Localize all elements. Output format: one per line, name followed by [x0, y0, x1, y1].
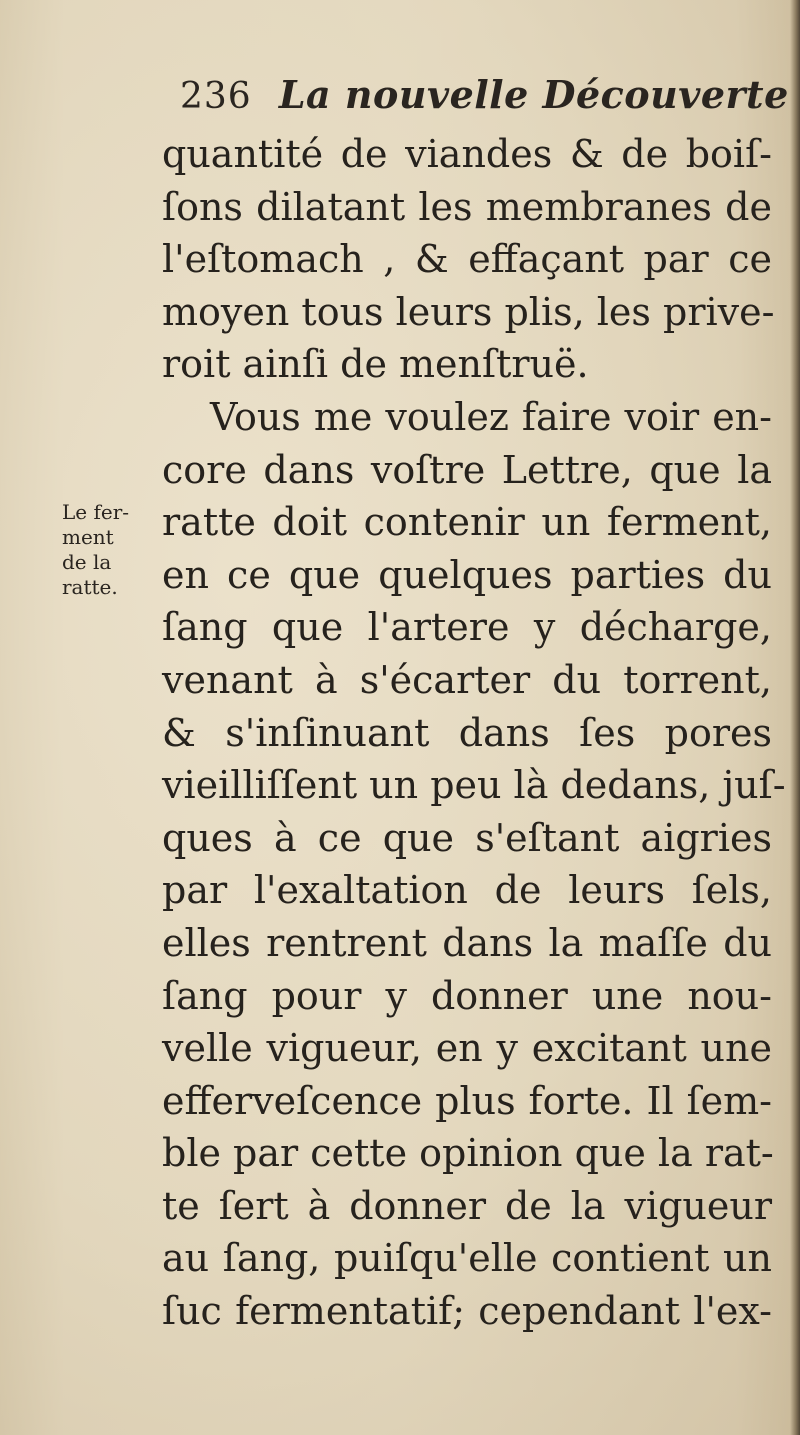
text-line: & s'inſinuant dans ſes pores: [162, 710, 772, 755]
margin-note: [62, 500, 162, 600]
text-line: te ſert à donner de la vigueur: [162, 1183, 772, 1228]
margin-note-line: ment: [62, 525, 114, 549]
text-line: ques à ce que s'eſtant aigries: [162, 815, 772, 860]
text-line: au ſang, puiſqu'elle contient un: [162, 1236, 772, 1281]
text-line: ſang pour y donner une nou-: [162, 973, 772, 1018]
running-head: [180, 72, 789, 132]
text-line: ſang que l'artere y décharge,: [162, 605, 772, 650]
text-line: elles rentrent dans la maſſe du: [162, 920, 772, 965]
running-title: La nouvelle Découverte: [278, 72, 789, 117]
text-line: Vous me voulez faire voir en-: [210, 394, 772, 439]
text-line: ble par cette opinion que la rat-: [162, 1131, 774, 1176]
text-line: ratte doit contenir un ferment,: [162, 500, 772, 545]
text-line: l'eſtomach , & effaçant par ce: [162, 237, 772, 282]
text-line: moyen tous leurs plis, les prive-: [162, 289, 775, 334]
page-edge-shadow: [790, 0, 800, 1435]
text-line: en ce que quelques parties du: [162, 552, 772, 597]
text-line: ſons dilatant les membranes de: [162, 184, 772, 229]
margin-note-line: ratte.: [62, 575, 118, 599]
text-line: par l'exaltation de leurs ſels,: [162, 868, 772, 913]
margin-note-line: Le fer-: [62, 500, 130, 524]
text-line: velle vigueur, en y excitant une: [162, 1026, 772, 1071]
body-text: [162, 128, 786, 1338]
text-line: quantité de viandes & de boiſ-: [162, 132, 772, 176]
text-line: roit ainſi de menſtruë.: [162, 342, 589, 387]
text-line: venant à s'écarter du torrent,: [162, 657, 772, 702]
text-line: core dans voſtre Lettre, que la: [162, 447, 772, 492]
text-line: vieilliſſent un peu là dedans, juſ-: [162, 763, 786, 808]
margin-note-line: de la: [62, 550, 112, 574]
text-line: efferveſcence plus forte. Il ſem-: [162, 1078, 772, 1123]
text-line: ſuc fermentatif; cependant l'ex-: [162, 1289, 772, 1334]
page-number: 236: [180, 76, 252, 117]
